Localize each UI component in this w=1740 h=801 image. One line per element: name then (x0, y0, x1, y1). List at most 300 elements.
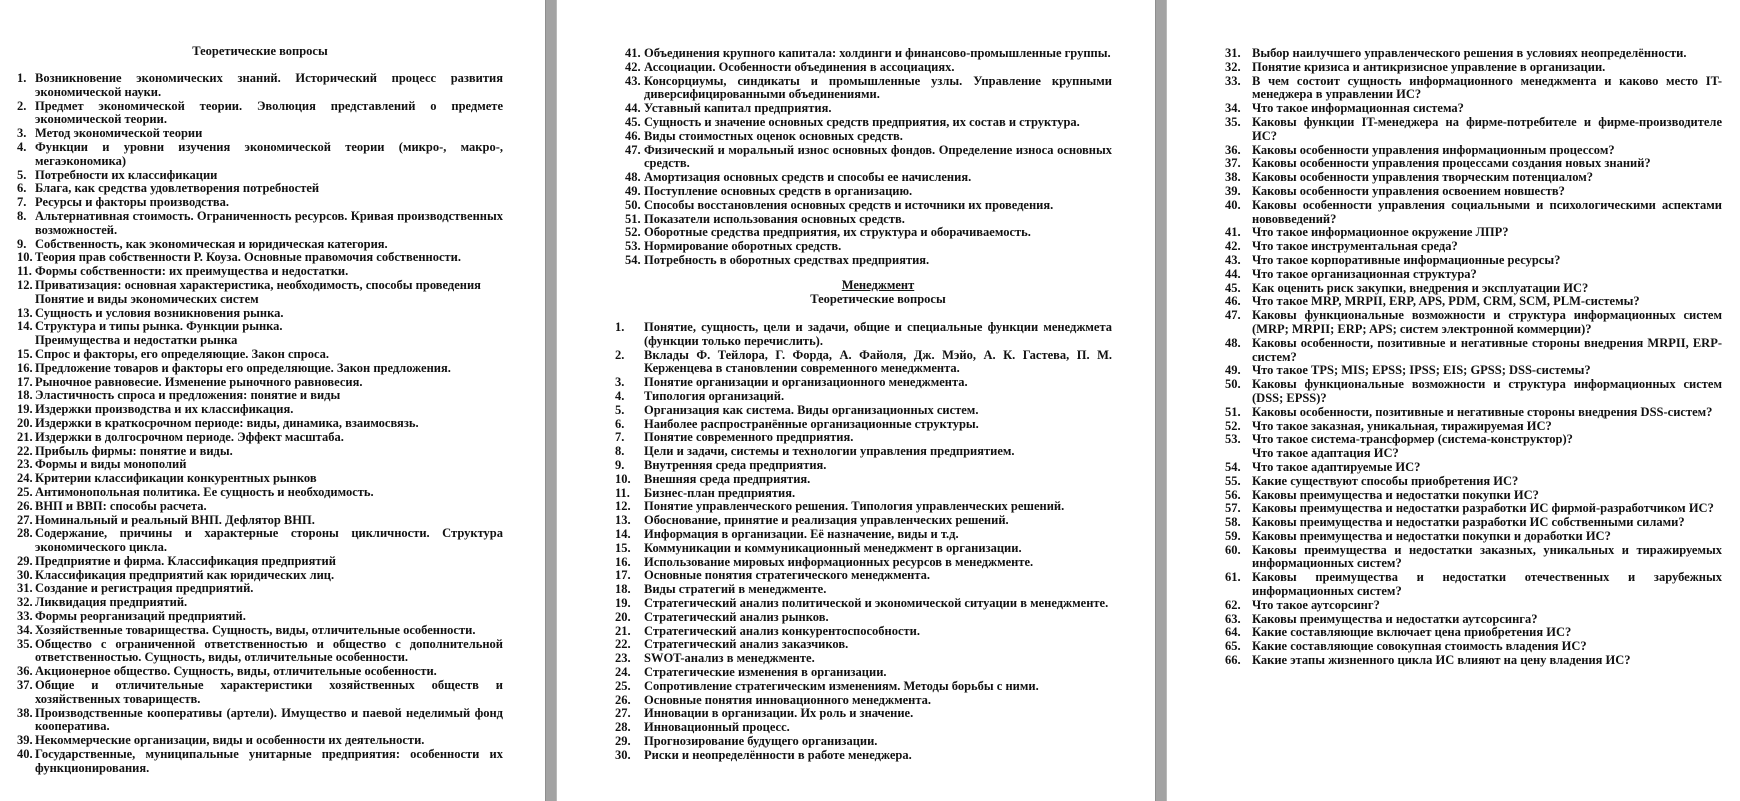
item-text-main: Какие этапы жизненного цикла ИС влияют на цену владения ИС? (1252, 653, 1631, 668)
list-item (1225, 640, 1722, 654)
list-item (1225, 626, 1722, 640)
item-text (644, 445, 1112, 459)
item-number: 11. (615, 485, 630, 500)
list-item (615, 376, 1112, 390)
item-number: 9. (615, 457, 625, 472)
item-text-main: Структура и типы рынка. Функции рынка. (35, 319, 283, 334)
item-text-main: Понятие современного предприятия. (644, 430, 854, 445)
item-text (644, 721, 1112, 735)
item-text-main: Основные понятия инновационного менеджмента. (644, 692, 932, 707)
list-item (17, 196, 503, 210)
list-item (17, 265, 503, 279)
item-text (644, 666, 1112, 680)
item-number: 48. (1225, 335, 1241, 350)
item-text-main: Понятие организации и организационного менеджмента. (644, 375, 968, 390)
list-item (17, 458, 503, 472)
list-item (615, 611, 1112, 625)
list-item (17, 582, 503, 596)
item-number: 41. (1225, 225, 1241, 240)
item-number: 32. (1225, 59, 1241, 74)
item-text-main: Цели и задачи, системы и технологии управления предприятием. (644, 444, 1015, 459)
item-text-main: Инновационный процесс. (644, 720, 790, 735)
list-item (1225, 420, 1722, 434)
item-number: 7. (17, 195, 27, 210)
item-text (644, 625, 1112, 639)
item-number: 48. (625, 170, 641, 185)
management-section-title (615, 279, 1141, 293)
item-number: 43. (625, 73, 641, 88)
item-number: 53. (1225, 432, 1241, 447)
item-text (644, 487, 1112, 501)
item-text-main: Общие и отличительные характеристики хозяйственных обществ и хозяйственных товариществ. (35, 678, 503, 706)
item-text (644, 680, 1112, 694)
item-number: 59. (1225, 528, 1241, 543)
item-text (644, 556, 1112, 570)
list-item (1225, 254, 1722, 268)
item-text (1252, 475, 1722, 489)
list-item (1225, 433, 1722, 461)
list-item (615, 528, 1112, 542)
list-item (625, 144, 1112, 172)
item-text (35, 514, 503, 528)
item-text-main: Критерии классификации конкурентных рынков (35, 471, 317, 486)
list-item (615, 652, 1112, 666)
list-item (17, 707, 503, 735)
item-text (35, 527, 503, 555)
item-text-main: Номинальный и реальный ВНП. Дефлятор ВНП. (35, 512, 315, 527)
item-text (1252, 185, 1722, 199)
item-number: 32. (17, 595, 33, 610)
list-item (625, 254, 1112, 268)
item-text (1252, 364, 1722, 378)
list-item (615, 487, 1112, 501)
item-text (35, 431, 503, 445)
item-text-main: Потребности их классификации (35, 167, 218, 182)
item-text (1252, 516, 1722, 530)
item-text (1252, 599, 1722, 613)
list-item (615, 418, 1112, 432)
item-text (644, 75, 1112, 103)
item-text (35, 182, 503, 196)
item-text-main: ВНП и ВВП: способы расчета. (35, 498, 207, 513)
item-text-main: Основные понятия стратегического менеджмента. (644, 568, 931, 583)
item-text (644, 185, 1112, 199)
item-text (35, 596, 503, 610)
item-number: 7. (615, 430, 625, 445)
item-text-main: Способы восстановления основных средств и источники их проведения. (644, 197, 1054, 212)
item-number: 35. (17, 636, 33, 651)
list-item (1225, 268, 1722, 282)
item-number: 2. (615, 347, 625, 362)
list-item (615, 569, 1112, 583)
list-item (17, 734, 503, 748)
item-number: 38. (1225, 170, 1241, 185)
list-item (615, 473, 1112, 487)
item-text (1252, 144, 1722, 158)
item-number: 9. (17, 236, 27, 251)
list-item (615, 431, 1112, 445)
list-item (615, 583, 1112, 597)
item-text (644, 749, 1112, 763)
item-number: 16. (17, 360, 33, 375)
item-number: 24. (17, 471, 33, 486)
item-text (644, 694, 1112, 708)
item-number: 25. (615, 678, 631, 693)
item-number: 33. (17, 609, 33, 624)
item-text-main: Что такое адаптируемые ИС? (1252, 459, 1421, 474)
item-text (1252, 102, 1722, 116)
item-number: 30. (17, 567, 33, 582)
item-text-main: Виды стратегий в менеджменте. (644, 582, 827, 597)
item-number: 11. (17, 264, 32, 279)
item-text (644, 226, 1112, 240)
item-text (1252, 75, 1722, 103)
item-text-main: Функции и уровни изучения экономической теории (микро-, макро-, мегаэкономика) (35, 139, 503, 168)
item-number: 36. (17, 664, 33, 679)
item-number: 41. (625, 46, 641, 60)
item-text-main: Хозяйственные товарищества. Сущность, виды, отличительные особенности. (35, 622, 476, 637)
item-number: 35. (1225, 114, 1241, 129)
item-text-main: Внешняя среда предприятия. (644, 471, 811, 486)
item-number: 44. (1225, 266, 1241, 281)
item-text (1252, 61, 1722, 75)
item-text-main: В чем состоит сущность информационного менеджмента и каково место IT-менеджера в управлении ИС? (1252, 73, 1722, 102)
item-number: 19. (615, 595, 631, 610)
item-number: 6. (17, 181, 27, 196)
item-number: 45. (625, 114, 641, 129)
item-number: 58. (1225, 515, 1241, 530)
item-text-main: Что такое организационная структура? (1252, 266, 1477, 281)
item-text-main: Каковы преимущества и недостатки отечественных и зарубежных информационных систем? (1252, 570, 1722, 599)
item-text (35, 348, 503, 362)
item-text-main: Формы и виды монополий (35, 457, 187, 472)
item-text-main: Какие составляющие совокупная стоимость владения ИС? (1252, 639, 1587, 654)
item-text (35, 265, 503, 279)
item-text (35, 417, 503, 431)
list-item (1225, 61, 1722, 75)
item-number: 37. (17, 678, 33, 693)
list-item (1225, 144, 1722, 158)
management-question-list (615, 321, 1112, 763)
item-text-main: Каковы преимущества и недостатки аутсорсинга? (1252, 611, 1538, 626)
management-subtitle: Теоретические вопросы (810, 292, 946, 306)
list-item (625, 130, 1112, 144)
list-item (17, 417, 503, 431)
item-text (644, 240, 1112, 254)
item-text-continuation: Понятие и виды экономических систем (35, 291, 259, 306)
list-item (625, 75, 1112, 103)
item-number: 29. (17, 553, 33, 568)
item-number: 57. (1225, 501, 1241, 516)
item-text (35, 127, 503, 141)
item-text-main: Уставный капитал предприятия. (644, 101, 832, 116)
item-text-main: Государственные, муниципальные унитарные предприятия: особенности их функционирования. (35, 747, 503, 775)
item-text (35, 665, 503, 679)
item-text (1252, 461, 1722, 475)
item-text-main: Риски и неопределённости в работе менеджера. (644, 747, 912, 762)
item-text (644, 707, 1112, 721)
list-item (1225, 199, 1722, 227)
item-text-main: Объединения крупного капитала: холдинги и финансово-промышленные группы. (644, 46, 1111, 60)
item-text-main: Каковы преимущества и недостатки заказных, уникальных и тиражируемых информационных систем? (1252, 542, 1722, 571)
item-number: 42. (625, 59, 641, 74)
item-text (644, 321, 1112, 349)
list-item (615, 625, 1112, 639)
item-text-main: Оборотные средства предприятия, их структура и оборачиваемость. (644, 225, 1031, 240)
item-text-main: Производственные кооперативы (артели). Имущество и паевой неделимый фонд кооператива. (35, 705, 503, 734)
list-item (1225, 309, 1722, 337)
page-separator (545, 0, 557, 801)
item-number: 63. (1225, 611, 1241, 626)
item-text-main: Что такое MRP, MRPII, ERP, APS, PDM, CRM, SCM, PLM-системы? (1252, 294, 1640, 309)
item-text-main: Каковы особенности управления информационным процессом? (1252, 142, 1615, 157)
item-text (1252, 530, 1722, 544)
item-number: 66. (1225, 653, 1241, 668)
item-text-main: Каковы особенности управления социальными и психологическими аспектами нововведений? (1252, 197, 1722, 226)
list-item (615, 721, 1112, 735)
item-number: 39. (17, 733, 33, 748)
item-text (644, 638, 1112, 652)
item-number: 21. (615, 623, 631, 638)
list-item (1225, 489, 1722, 503)
item-text-main: Что такое информационное окружение ЛПР? (1252, 225, 1509, 240)
list-item (1225, 185, 1722, 199)
item-text (1252, 268, 1722, 282)
item-text (1252, 240, 1722, 254)
item-text-main: Как оценить риск закупки, внедрения и эксплуатации ИС? (1252, 280, 1589, 295)
item-text-main: Предложение товаров и факторы его определяющие. Закон предложения. (35, 360, 451, 375)
item-text (644, 130, 1112, 144)
item-text (644, 597, 1112, 611)
item-text-main: Какие существуют способы приобретения ИС? (1252, 473, 1519, 488)
item-number: 10. (17, 250, 33, 265)
item-number: 5. (615, 402, 625, 417)
item-text-main: Сущность и условия возникновения рынка. (35, 305, 284, 320)
item-text-main: Предмет экономической теории. Эволюция представлений о предмете экономической теории. (35, 98, 503, 127)
list-item (615, 638, 1112, 652)
item-text-main: Предприятие и фирма. Классификация предприятий (35, 553, 336, 568)
list-item (1225, 406, 1722, 420)
list-item (615, 694, 1112, 708)
item-number: 14. (17, 319, 33, 334)
list-item (17, 348, 503, 362)
list-item (625, 213, 1112, 227)
item-text (644, 528, 1112, 542)
item-text-main: Что такое инструментальная среда? (1252, 239, 1458, 254)
item-number: 6. (615, 416, 625, 431)
item-text (35, 458, 503, 472)
list-item (17, 362, 503, 376)
item-text-main: Метод экономической теории (35, 126, 203, 141)
item-text (35, 445, 503, 459)
list-item (17, 100, 503, 128)
item-text (644, 459, 1112, 473)
list-item (615, 749, 1112, 763)
list-item (17, 486, 503, 500)
item-text-main: Физический и моральный износ основных фондов. Определение износа основных средств. (644, 142, 1112, 171)
list-item (17, 638, 503, 666)
list-item (17, 127, 503, 141)
item-text-main: Антимонопольная политика. Ее сущность и необходимость. (35, 484, 374, 499)
list-item (1225, 475, 1722, 489)
item-number: 64. (1225, 625, 1241, 640)
item-text-main: Каковы функциональные возможности и структура информационных систем (DSS; EPSS)? (1252, 377, 1722, 405)
item-text (35, 624, 503, 638)
list-item (17, 514, 503, 528)
item-number: 12. (17, 277, 33, 292)
item-text-main: Что такое корпоративные информационные ресурсы? (1252, 252, 1561, 267)
list-item (615, 597, 1112, 611)
item-text-main: Типология организаций. (644, 388, 785, 403)
item-number: 26. (615, 692, 631, 707)
item-text-main: Стратегические изменения в организации. (644, 664, 887, 679)
item-text (35, 251, 503, 265)
list-item (1225, 282, 1722, 296)
item-number: 37. (1225, 156, 1241, 171)
item-text-main: Ресурсы и факторы производства. (35, 195, 230, 210)
item-text (35, 555, 503, 569)
item-number: 47. (1225, 308, 1241, 323)
item-number: 15. (17, 346, 33, 361)
item-text (644, 199, 1112, 213)
item-text (1252, 309, 1722, 337)
item-text-main: Понятие кризиса и антикризисное управление в организации. (1252, 59, 1606, 74)
item-text (35, 279, 503, 307)
list-item (17, 445, 503, 459)
item-text-main: Издержки в краткосрочном периоде: виды, динамика, взаимосвязь. (35, 415, 419, 430)
item-text-main: Стратегический анализ рынков. (644, 609, 829, 624)
item-text-main: Амортизация основных средств и способы ее начисления. (644, 170, 972, 185)
list-item (17, 748, 503, 776)
item-number: 2. (17, 98, 27, 113)
item-text-main: Стратегический анализ заказчиков. (644, 637, 849, 652)
list-item (615, 321, 1112, 349)
item-number: 49. (625, 183, 641, 198)
item-number: 61. (1225, 570, 1241, 585)
page1-title: Теоретические вопросы (192, 44, 328, 58)
item-text-main: Информация в организации. Её назначение, виды и т.д. (644, 526, 959, 541)
list-item (625, 240, 1112, 254)
list-item (1225, 516, 1722, 530)
item-text-main: SWOT-анализ в менеджменте. (644, 651, 815, 666)
list-item (1225, 461, 1722, 475)
item-number: 46. (1225, 294, 1241, 309)
item-text-main: Альтернативная стоимость. Ограниченность ресурсов. Кривая производственных возможностей. (35, 208, 503, 237)
list-item (625, 185, 1112, 199)
item-text-main: Виды стоимостных оценок основных средств. (644, 128, 903, 143)
list-item (625, 171, 1112, 185)
item-text (1252, 502, 1722, 516)
item-text-main: Сопротивление стратегическим изменениям. Методы борьбы с ними. (644, 678, 1039, 693)
list-item (1225, 654, 1722, 668)
item-text-main: Какие составляющие включает цена приобретения ИС? (1252, 625, 1572, 640)
item-number: 31. (1225, 46, 1241, 60)
item-text-main: Потребность в оборотных средствах предприятия. (644, 252, 930, 267)
item-text-main: Теория прав собственности Р. Коуза. Основные правомочия собственности. (35, 250, 461, 265)
item-number: 22. (615, 637, 631, 652)
item-text (644, 47, 1112, 61)
item-text-main: Вклады Ф. Тейлора, Г. Форда, А. Файоля, Дж. Мэйо, А. К. Гастева, П. М. Керженцева в становлении современного менеджмента. (644, 347, 1112, 376)
list-item (17, 610, 503, 624)
item-text (35, 320, 503, 348)
item-text-main: Каковы преимущества и недостатки разработки ИС фирмой-разработчиком ИС? (1252, 501, 1714, 516)
item-text (35, 734, 503, 748)
item-number: 60. (1225, 542, 1241, 557)
list-item (1225, 502, 1722, 516)
item-number: 52. (1225, 418, 1241, 433)
item-text (1252, 157, 1722, 171)
list-item (1225, 613, 1722, 627)
list-item (625, 226, 1112, 240)
item-text (1252, 378, 1722, 406)
item-number: 47. (625, 142, 641, 157)
list-item (1225, 544, 1722, 572)
list-item (615, 445, 1112, 459)
list-item (1225, 530, 1722, 544)
item-number: 29. (615, 733, 631, 748)
list-item (615, 349, 1112, 377)
item-text (644, 473, 1112, 487)
list-item (1225, 337, 1722, 365)
list-item (1225, 364, 1722, 378)
item-text-main: Каковы особенности управления освоением новшеств? (1252, 183, 1565, 198)
item-number: 30. (615, 747, 631, 762)
item-number: 23. (17, 457, 33, 472)
item-text (1252, 544, 1722, 572)
item-text-main: Рыночное равновесие. Изменение рыночного равновесия. (35, 374, 363, 389)
list-item (615, 514, 1112, 528)
item-text-main: Бизнес-план предприятия. (644, 485, 796, 500)
list-item (17, 624, 503, 638)
item-text-main: Инновации в организации. Их роль и значение. (644, 706, 914, 721)
item-text-main: Что такое информационная система? (1252, 101, 1464, 116)
item-number: 52. (625, 225, 641, 240)
item-text (1252, 640, 1722, 654)
list-item (17, 665, 503, 679)
list-item (17, 238, 503, 252)
item-number: 54. (625, 252, 641, 267)
item-text (644, 349, 1112, 377)
item-text (644, 102, 1112, 116)
item-text-main: Издержки в долгосрочном периоде. Эффект масштаба. (35, 429, 344, 444)
list-item (615, 500, 1112, 514)
item-text-main: Что такое заказная, уникальная, тиражируемая ИС? (1252, 418, 1552, 433)
item-text (35, 376, 503, 390)
item-number: 40. (1225, 197, 1241, 212)
item-text-main: Некоммерческие организации, виды и особенности их деятельности. (35, 733, 425, 748)
item-number: 50. (1225, 377, 1241, 392)
item-text-main: Собственность, как экономическая и юридическая категория. (35, 236, 388, 251)
item-number: 33. (1225, 73, 1241, 88)
item-number: 19. (17, 402, 33, 417)
item-number: 5. (17, 167, 27, 182)
item-text (35, 196, 503, 210)
item-text (1252, 295, 1722, 309)
item-text (35, 472, 503, 486)
item-text (35, 610, 503, 624)
list-item (1225, 378, 1722, 406)
item-text (1252, 433, 1722, 461)
item-text-main: Сущность и значение основных средств предприятия, их состав и структура. (644, 114, 1080, 129)
item-text (35, 403, 503, 417)
item-number: 31. (17, 581, 33, 596)
item-text (644, 735, 1112, 749)
item-text-main: Выбор наилучшего управленческого решения в условиях неопределённости. (1252, 46, 1687, 60)
list-item (17, 679, 503, 707)
item-number: 40. (17, 747, 33, 762)
item-text-main: Каковы преимущества и недостатки разработки ИС собственными силами? (1252, 515, 1685, 530)
item-text-main: Каковы преимущества и недостатки покупки ИС? (1252, 487, 1539, 502)
